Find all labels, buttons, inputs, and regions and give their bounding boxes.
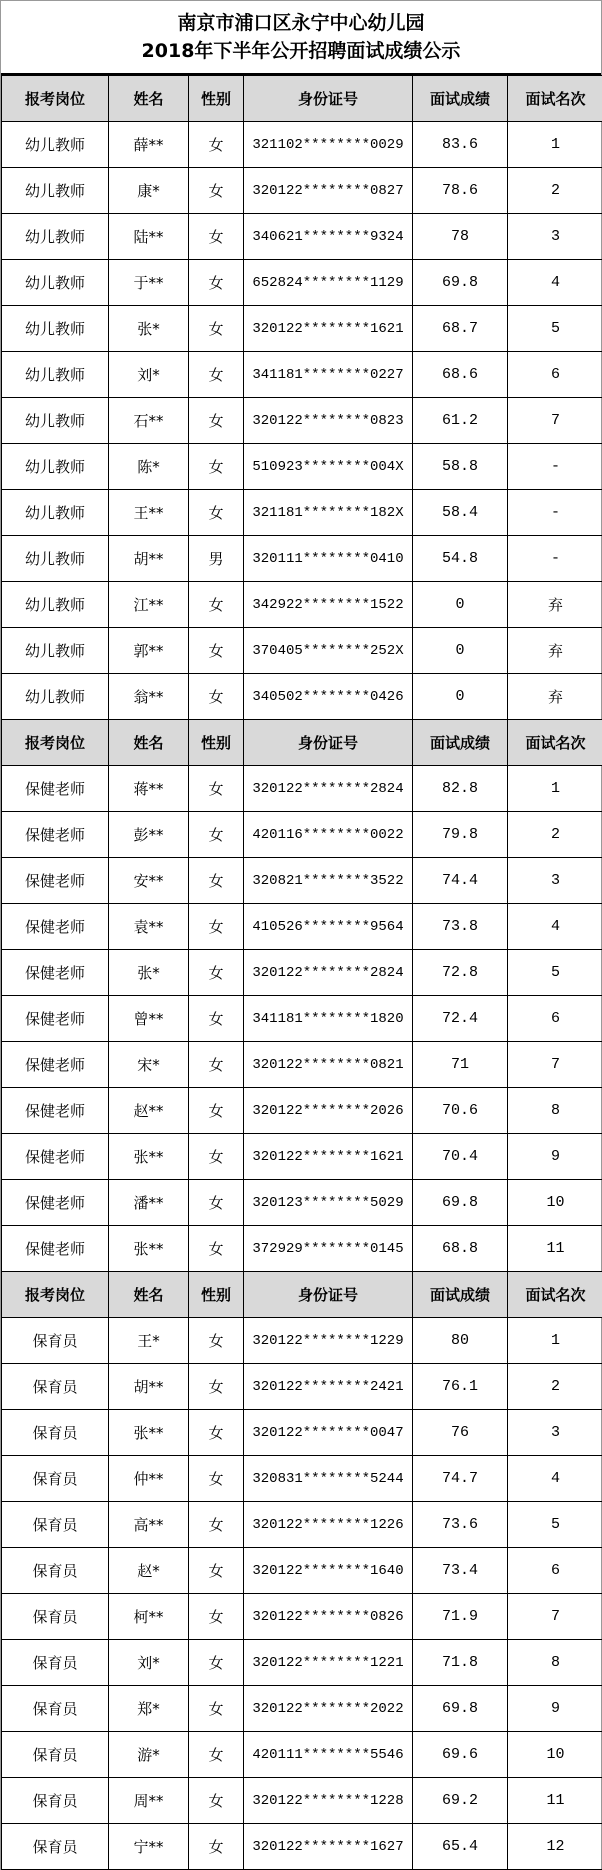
cell-rank: 1 xyxy=(508,766,602,812)
cell-position: 保育员 xyxy=(2,1640,109,1686)
cell-position: 幼儿教师 xyxy=(2,628,109,674)
column-header-name: 姓名 xyxy=(109,720,189,766)
results-table xyxy=(1,75,602,1870)
cell-id-number: 320111********0410 xyxy=(244,536,413,582)
cell-score: 83.6 xyxy=(413,122,508,168)
cell-name: 安** xyxy=(109,858,189,904)
cell-gender: 女 xyxy=(189,490,244,536)
cell-name: 高** xyxy=(109,1502,189,1548)
cell-score: 68.7 xyxy=(413,306,508,352)
table-row xyxy=(2,122,602,168)
cell-name: 彭** xyxy=(109,812,189,858)
column-header-score: 面试成绩 xyxy=(413,1272,508,1318)
cell-name: 曾** xyxy=(109,996,189,1042)
table-row xyxy=(2,168,602,214)
cell-rank: 弃 xyxy=(508,628,602,674)
table-row xyxy=(2,812,602,858)
cell-name: 赵** xyxy=(109,1088,189,1134)
cell-gender: 女 xyxy=(189,766,244,812)
cell-name: 翁** xyxy=(109,674,189,720)
cell-score: 82.8 xyxy=(413,766,508,812)
cell-position: 幼儿教师 xyxy=(2,214,109,260)
cell-position: 保健老师 xyxy=(2,858,109,904)
column-header-id-number: 身份证号 xyxy=(244,76,413,122)
cell-id-number: 320122********0827 xyxy=(244,168,413,214)
cell-gender: 女 xyxy=(189,1824,244,1870)
table-row xyxy=(2,536,602,582)
cell-gender: 女 xyxy=(189,1594,244,1640)
column-header-name: 姓名 xyxy=(109,1272,189,1318)
cell-id-number: 370405********252X xyxy=(244,628,413,674)
cell-id-number: 320122********1621 xyxy=(244,1134,413,1180)
cell-gender: 女 xyxy=(189,1686,244,1732)
cell-gender: 女 xyxy=(189,858,244,904)
cell-rank: 7 xyxy=(508,1594,602,1640)
table-row xyxy=(2,582,602,628)
cell-position: 保健老师 xyxy=(2,904,109,950)
cell-score: 76 xyxy=(413,1410,508,1456)
cell-gender: 女 xyxy=(189,1778,244,1824)
cell-id-number: 320122********0821 xyxy=(244,1042,413,1088)
cell-gender: 女 xyxy=(189,950,244,996)
cell-rank: 弃 xyxy=(508,582,602,628)
cell-gender: 女 xyxy=(189,812,244,858)
cell-position: 保育员 xyxy=(2,1318,109,1364)
cell-gender: 女 xyxy=(189,1088,244,1134)
table-row xyxy=(2,352,602,398)
cell-gender: 女 xyxy=(189,1732,244,1778)
cell-rank: 5 xyxy=(508,1502,602,1548)
cell-gender: 女 xyxy=(189,306,244,352)
cell-score: 68.8 xyxy=(413,1226,508,1272)
cell-gender: 女 xyxy=(189,352,244,398)
cell-id-number: 320122********0826 xyxy=(244,1594,413,1640)
cell-rank: 5 xyxy=(508,306,602,352)
cell-position: 幼儿教师 xyxy=(2,490,109,536)
cell-position: 幼儿教师 xyxy=(2,398,109,444)
cell-score: 80 xyxy=(413,1318,508,1364)
cell-name: 江** xyxy=(109,582,189,628)
cell-rank: 8 xyxy=(508,1640,602,1686)
cell-position: 保育员 xyxy=(2,1732,109,1778)
table-row xyxy=(2,1548,602,1594)
cell-position: 保健老师 xyxy=(2,1226,109,1272)
cell-id-number: 320122********1627 xyxy=(244,1824,413,1870)
cell-name: 宁** xyxy=(109,1824,189,1870)
cell-name: 郭** xyxy=(109,628,189,674)
cell-rank: 11 xyxy=(508,1778,602,1824)
cell-rank: 7 xyxy=(508,1042,602,1088)
cell-gender: 女 xyxy=(189,122,244,168)
cell-score: 72.4 xyxy=(413,996,508,1042)
table-row xyxy=(2,1410,602,1456)
cell-position: 保健老师 xyxy=(2,950,109,996)
cell-position: 保健老师 xyxy=(2,1134,109,1180)
cell-name: 张** xyxy=(109,1410,189,1456)
cell-score: 78 xyxy=(413,214,508,260)
table-row xyxy=(2,950,602,996)
cell-id-number: 341181********1820 xyxy=(244,996,413,1042)
cell-gender: 女 xyxy=(189,582,244,628)
cell-position: 保健老师 xyxy=(2,1180,109,1226)
cell-id-number: 320122********2026 xyxy=(244,1088,413,1134)
cell-score: 71 xyxy=(413,1042,508,1088)
cell-position: 幼儿教师 xyxy=(2,168,109,214)
cell-gender: 女 xyxy=(189,1640,244,1686)
cell-name: 柯** xyxy=(109,1594,189,1640)
cell-name: 胡** xyxy=(109,536,189,582)
cell-id-number: 342922********1522 xyxy=(244,582,413,628)
cell-id-number: 320122********2421 xyxy=(244,1364,413,1410)
cell-rank: 弃 xyxy=(508,674,602,720)
cell-name: 宋* xyxy=(109,1042,189,1088)
table-row xyxy=(2,904,602,950)
cell-score: 74.7 xyxy=(413,1456,508,1502)
cell-name: 康* xyxy=(109,168,189,214)
cell-name: 刘* xyxy=(109,352,189,398)
cell-gender: 女 xyxy=(189,1042,244,1088)
cell-name: 袁** xyxy=(109,904,189,950)
cell-rank: 9 xyxy=(508,1134,602,1180)
table-row xyxy=(2,1778,602,1824)
column-header-id-number: 身份证号 xyxy=(244,1272,413,1318)
cell-score: 0 xyxy=(413,582,508,628)
cell-rank: 8 xyxy=(508,1088,602,1134)
column-header-name: 姓名 xyxy=(109,76,189,122)
cell-name: 王** xyxy=(109,490,189,536)
table-row xyxy=(2,214,602,260)
cell-rank: 3 xyxy=(508,858,602,904)
table-row xyxy=(2,1502,602,1548)
cell-name: 陆** xyxy=(109,214,189,260)
table-row xyxy=(2,398,602,444)
cell-gender: 女 xyxy=(189,444,244,490)
cell-rank: - xyxy=(508,490,602,536)
table-row xyxy=(2,858,602,904)
cell-rank: 1 xyxy=(508,1318,602,1364)
cell-id-number: 320122********2824 xyxy=(244,766,413,812)
cell-gender: 女 xyxy=(189,260,244,306)
cell-name: 薛** xyxy=(109,122,189,168)
cell-name: 王* xyxy=(109,1318,189,1364)
cell-position: 保育员 xyxy=(2,1686,109,1732)
cell-rank: 6 xyxy=(508,352,602,398)
cell-position: 保育员 xyxy=(2,1364,109,1410)
cell-score: 69.6 xyxy=(413,1732,508,1778)
cell-gender: 女 xyxy=(189,1364,244,1410)
table-row xyxy=(2,490,602,536)
cell-id-number: 372929********0145 xyxy=(244,1226,413,1272)
cell-id-number: 410526********9564 xyxy=(244,904,413,950)
cell-id-number: 340502********0426 xyxy=(244,674,413,720)
cell-gender: 女 xyxy=(189,1226,244,1272)
cell-score: 73.8 xyxy=(413,904,508,950)
table-row xyxy=(2,1134,602,1180)
cell-id-number: 320122********2022 xyxy=(244,1686,413,1732)
cell-position: 保健老师 xyxy=(2,1042,109,1088)
cell-gender: 女 xyxy=(189,674,244,720)
cell-name: 蒋** xyxy=(109,766,189,812)
cell-score: 73.4 xyxy=(413,1548,508,1594)
cell-position: 幼儿教师 xyxy=(2,674,109,720)
cell-position: 保育员 xyxy=(2,1548,109,1594)
cell-id-number: 320821********3522 xyxy=(244,858,413,904)
cell-id-number: 420111********5546 xyxy=(244,1732,413,1778)
column-header-score: 面试成绩 xyxy=(413,76,508,122)
cell-name: 胡** xyxy=(109,1364,189,1410)
cell-score: 79.8 xyxy=(413,812,508,858)
cell-score: 0 xyxy=(413,628,508,674)
cell-id-number: 320122********1229 xyxy=(244,1318,413,1364)
cell-name: 游* xyxy=(109,1732,189,1778)
cell-score: 69.8 xyxy=(413,260,508,306)
cell-name: 刘* xyxy=(109,1640,189,1686)
cell-id-number: 321102********0029 xyxy=(244,122,413,168)
cell-score: 74.4 xyxy=(413,858,508,904)
cell-position: 保健老师 xyxy=(2,996,109,1042)
cell-score: 69.8 xyxy=(413,1686,508,1732)
column-header-position: 报考岗位 xyxy=(2,720,109,766)
cell-position: 幼儿教师 xyxy=(2,306,109,352)
cell-score: 73.6 xyxy=(413,1502,508,1548)
cell-position: 幼儿教师 xyxy=(2,582,109,628)
cell-score: 76.1 xyxy=(413,1364,508,1410)
cell-position: 幼儿教师 xyxy=(2,352,109,398)
cell-gender: 女 xyxy=(189,168,244,214)
cell-rank: 9 xyxy=(508,1686,602,1732)
cell-score: 78.6 xyxy=(413,168,508,214)
title-line-2: 2018年下半年公开招聘面试成绩公示 xyxy=(142,37,461,65)
cell-gender: 女 xyxy=(189,1410,244,1456)
cell-score: 70.4 xyxy=(413,1134,508,1180)
cell-id-number: 320122********0047 xyxy=(244,1410,413,1456)
cell-name: 张* xyxy=(109,950,189,996)
cell-position: 保健老师 xyxy=(2,812,109,858)
cell-score: 71.9 xyxy=(413,1594,508,1640)
cell-id-number: 320123********5029 xyxy=(244,1180,413,1226)
cell-rank: 12 xyxy=(508,1824,602,1870)
cell-position: 保育员 xyxy=(2,1410,109,1456)
cell-rank: 10 xyxy=(508,1732,602,1778)
column-header-position: 报考岗位 xyxy=(2,76,109,122)
cell-id-number: 510923********004X xyxy=(244,444,413,490)
cell-id-number: 320122********1228 xyxy=(244,1778,413,1824)
table-row xyxy=(2,1686,602,1732)
table-row xyxy=(2,1824,602,1870)
table-header-row xyxy=(2,720,602,766)
title-line-1: 南京市浦口区永宁中心幼儿园 xyxy=(177,9,424,37)
cell-id-number: 321181********182X xyxy=(244,490,413,536)
cell-name: 石** xyxy=(109,398,189,444)
cell-gender: 男 xyxy=(189,536,244,582)
cell-id-number: 341181********0227 xyxy=(244,352,413,398)
cell-rank: 6 xyxy=(508,1548,602,1594)
cell-gender: 女 xyxy=(189,1134,244,1180)
cell-position: 保健老师 xyxy=(2,1088,109,1134)
cell-gender: 女 xyxy=(189,1318,244,1364)
cell-rank: 7 xyxy=(508,398,602,444)
cell-position: 保育员 xyxy=(2,1502,109,1548)
cell-id-number: 320122********1640 xyxy=(244,1548,413,1594)
cell-rank: 2 xyxy=(508,168,602,214)
column-header-gender: 性别 xyxy=(189,1272,244,1318)
cell-score: 65.4 xyxy=(413,1824,508,1870)
table-row xyxy=(2,1456,602,1502)
cell-rank: 6 xyxy=(508,996,602,1042)
cell-id-number: 340621********9324 xyxy=(244,214,413,260)
cell-position: 幼儿教师 xyxy=(2,536,109,582)
cell-rank: 11 xyxy=(508,1226,602,1272)
cell-score: 0 xyxy=(413,674,508,720)
cell-position: 保育员 xyxy=(2,1456,109,1502)
cell-position: 保育员 xyxy=(2,1594,109,1640)
cell-rank: 2 xyxy=(508,812,602,858)
cell-rank: 5 xyxy=(508,950,602,996)
column-header-gender: 性别 xyxy=(189,720,244,766)
cell-position: 保育员 xyxy=(2,1778,109,1824)
cell-gender: 女 xyxy=(189,398,244,444)
cell-rank: 4 xyxy=(508,1456,602,1502)
cell-rank: 1 xyxy=(508,122,602,168)
cell-id-number: 320122********2824 xyxy=(244,950,413,996)
cell-name: 郑* xyxy=(109,1686,189,1732)
cell-gender: 女 xyxy=(189,1502,244,1548)
cell-position: 保育员 xyxy=(2,1824,109,1870)
table-row xyxy=(2,628,602,674)
table-row xyxy=(2,260,602,306)
cell-name: 仲** xyxy=(109,1456,189,1502)
table-row xyxy=(2,1732,602,1778)
cell-name: 陈* xyxy=(109,444,189,490)
table-row xyxy=(2,306,602,352)
cell-gender: 女 xyxy=(189,1180,244,1226)
cell-gender: 女 xyxy=(189,1548,244,1594)
cell-score: 58.8 xyxy=(413,444,508,490)
cell-score: 68.6 xyxy=(413,352,508,398)
document-title xyxy=(1,1,601,75)
table-row xyxy=(2,766,602,812)
cell-rank: 3 xyxy=(508,214,602,260)
column-header-rank: 面试名次 xyxy=(508,1272,602,1318)
cell-id-number: 320122********1621 xyxy=(244,306,413,352)
table-row xyxy=(2,1318,602,1364)
table-header-row xyxy=(2,76,602,122)
cell-gender: 女 xyxy=(189,996,244,1042)
table-row xyxy=(2,1594,602,1640)
table-header-row xyxy=(2,1272,602,1318)
column-header-rank: 面试名次 xyxy=(508,76,602,122)
cell-rank: 4 xyxy=(508,260,602,306)
column-header-gender: 性别 xyxy=(189,76,244,122)
table-row xyxy=(2,996,602,1042)
cell-score: 69.2 xyxy=(413,1778,508,1824)
cell-position: 幼儿教师 xyxy=(2,260,109,306)
cell-name: 周** xyxy=(109,1778,189,1824)
cell-position: 保健老师 xyxy=(2,766,109,812)
cell-id-number: 420116********0022 xyxy=(244,812,413,858)
cell-gender: 女 xyxy=(189,904,244,950)
table-row xyxy=(2,1640,602,1686)
cell-rank: 3 xyxy=(508,1410,602,1456)
table-row xyxy=(2,674,602,720)
cell-name: 于** xyxy=(109,260,189,306)
cell-gender: 女 xyxy=(189,628,244,674)
cell-rank: - xyxy=(508,444,602,490)
table-row xyxy=(2,1226,602,1272)
table-row xyxy=(2,1088,602,1134)
cell-rank: 4 xyxy=(508,904,602,950)
cell-rank: - xyxy=(508,536,602,582)
cell-gender: 女 xyxy=(189,214,244,260)
cell-score: 72.8 xyxy=(413,950,508,996)
cell-id-number: 320122********0823 xyxy=(244,398,413,444)
table-row xyxy=(2,444,602,490)
cell-score: 61.2 xyxy=(413,398,508,444)
column-header-score: 面试成绩 xyxy=(413,720,508,766)
cell-name: 张** xyxy=(109,1226,189,1272)
column-header-id-number: 身份证号 xyxy=(244,720,413,766)
cell-id-number: 320122********1221 xyxy=(244,1640,413,1686)
column-header-position: 报考岗位 xyxy=(2,1272,109,1318)
cell-rank: 2 xyxy=(508,1364,602,1410)
cell-name: 赵* xyxy=(109,1548,189,1594)
cell-id-number: 320831********5244 xyxy=(244,1456,413,1502)
column-header-rank: 面试名次 xyxy=(508,720,602,766)
cell-id-number: 320122********1226 xyxy=(244,1502,413,1548)
cell-name: 张** xyxy=(109,1134,189,1180)
cell-name: 潘** xyxy=(109,1180,189,1226)
cell-score: 70.6 xyxy=(413,1088,508,1134)
cell-rank: 10 xyxy=(508,1180,602,1226)
cell-score: 71.8 xyxy=(413,1640,508,1686)
cell-position: 幼儿教师 xyxy=(2,444,109,490)
cell-score: 58.4 xyxy=(413,490,508,536)
table-row xyxy=(2,1180,602,1226)
table-row xyxy=(2,1042,602,1088)
cell-score: 69.8 xyxy=(413,1180,508,1226)
cell-score: 54.8 xyxy=(413,536,508,582)
cell-gender: 女 xyxy=(189,1456,244,1502)
cell-name: 张* xyxy=(109,306,189,352)
cell-position: 幼儿教师 xyxy=(2,122,109,168)
table-row xyxy=(2,1364,602,1410)
cell-id-number: 652824********1129 xyxy=(244,260,413,306)
